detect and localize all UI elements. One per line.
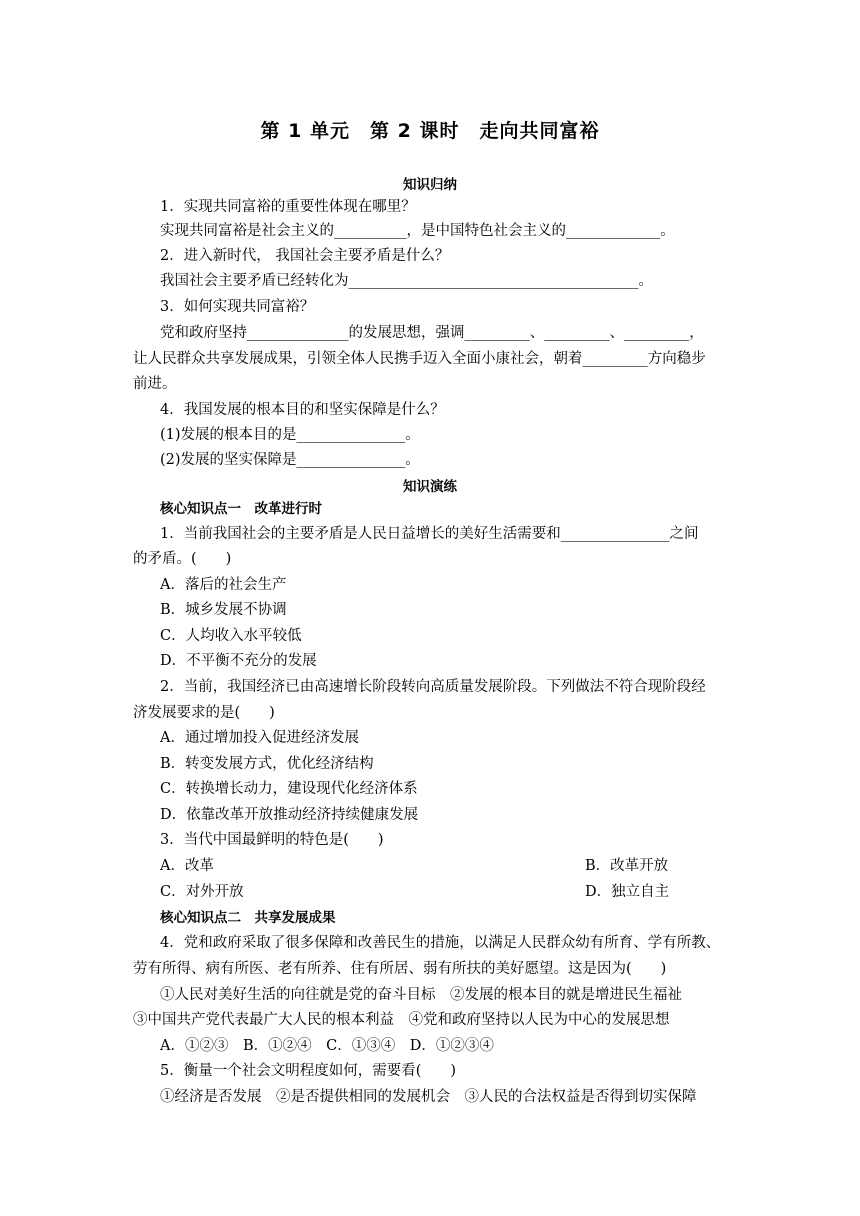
exercise-4-line-4: ③中国共产党代表最广大人民的根本利益 ④党和政府坚持以人民为中心的发展思想 [133,1012,670,1028]
exercise-4-line-2: 劳有所得、病有所医、老有所养、住有所居、弱有所扶的美好愿望。这是因为( ) [133,961,667,977]
exercise-4-options: A．①②③ B．①②④ C．①③④ D．①②③④ [160,1038,494,1054]
core-point-1-heading: 核心知识点一 改革进行时 [160,501,322,517]
exercise-2-line-1: 2．当前，我国经济已由高速增长阶段转向高质量发展阶段。下列做法不符合现阶段经 [160,679,706,695]
core-point-2-heading: 核心知识点二 共享发展成果 [160,910,336,926]
question-1: 1．实现共同富裕的重要性体现在哪里？ [160,199,416,215]
exercise-4-line-1: 4．党和政府采取了很多保障和改善民生的措施，以满足人民群众幼有所育、学有所教、 [160,935,721,951]
answer-4-b: (2)发展的坚实保障是_______________。 [160,452,420,468]
exercise-5-line-1: 5．衡量一个社会文明程度如何，需要看( ) [160,1063,457,1079]
answer-3-line-2: 让人民群众共享发展成果，引领全体人民携手迈入全面小康社会，朝着_________方向稳步 [133,351,706,367]
exercise-1-option-c: C．人均收入水平较低 [160,628,302,644]
exercise-3: 3．当代中国最鲜明的特色是( ) [160,832,384,848]
answer-2: 我国社会主要矛盾已经转化为________________________________________。 [160,273,653,289]
question-4: 4．我国发展的根本目的和坚实保障是什么？ [160,402,445,418]
answer-4-a: (1)发展的根本目的是_______________。 [160,427,420,443]
exercise-2-option-a: A．通过增加投入促进经济发展 [160,730,359,746]
exercise-3-option-b: B．改革开放 [585,858,669,874]
exercise-1-line-2: 的矛盾。( ) [133,551,232,567]
exercise-1-line-1: 1．当前我国社会的主要矛盾是人民日益增长的美好生活需要和_______________之间 [160,526,699,542]
question-3: 3．如何实现共同富裕？ [160,299,315,315]
exercise-3-option-a: A．改革 [160,858,214,874]
exercise-1-option-d: D．不平衡不充分的发展 [160,653,317,669]
exercise-5-line-2: ①经济是否发展 ②是否提供相同的发展机会 ③人民的合法权益是否得到切实保障 [160,1089,697,1105]
question-2: 2．进入新时代， 我国社会主要矛盾是什么？ [160,248,450,264]
section-heading-practice: 知识演练 [403,479,457,495]
section-heading-knowledge-summary: 知识归纳 [403,177,457,193]
exercise-2-option-c: C．转换增长动力，建设现代化经济体系 [160,781,418,797]
exercise-1-option-b: B．城乡发展不协调 [160,602,287,618]
answer-3-line-1: 党和政府坚持______________的发展思想，强调_________、_________、_________， [160,325,704,341]
exercise-4-line-3: ①人民对美好生活的向往就是党的奋斗目标 ②发展的根本目的就是增进民生福祉 [160,987,682,1003]
answer-1: 实现共同富裕是社会主义的__________，是中国特色社会主义的_____________。 [160,223,675,239]
exercise-2-option-b: B．转变发展方式，优化经济结构 [160,756,374,772]
exercise-3-option-c: C．对外开放 [160,884,244,900]
page-title: 第 1 单元 第 2 课时 走向共同富裕 [260,120,600,142]
exercise-3-option-d: D．独立自主 [585,884,670,900]
exercise-1-option-a: A．落后的社会生产 [160,577,287,593]
exercise-2-option-d: D．依靠改革开放推动经济持续健康发展 [160,807,419,823]
exercise-2-line-2: 济发展要求的是( ) [133,705,275,721]
answer-3-line-3: 前进。 [133,376,177,392]
